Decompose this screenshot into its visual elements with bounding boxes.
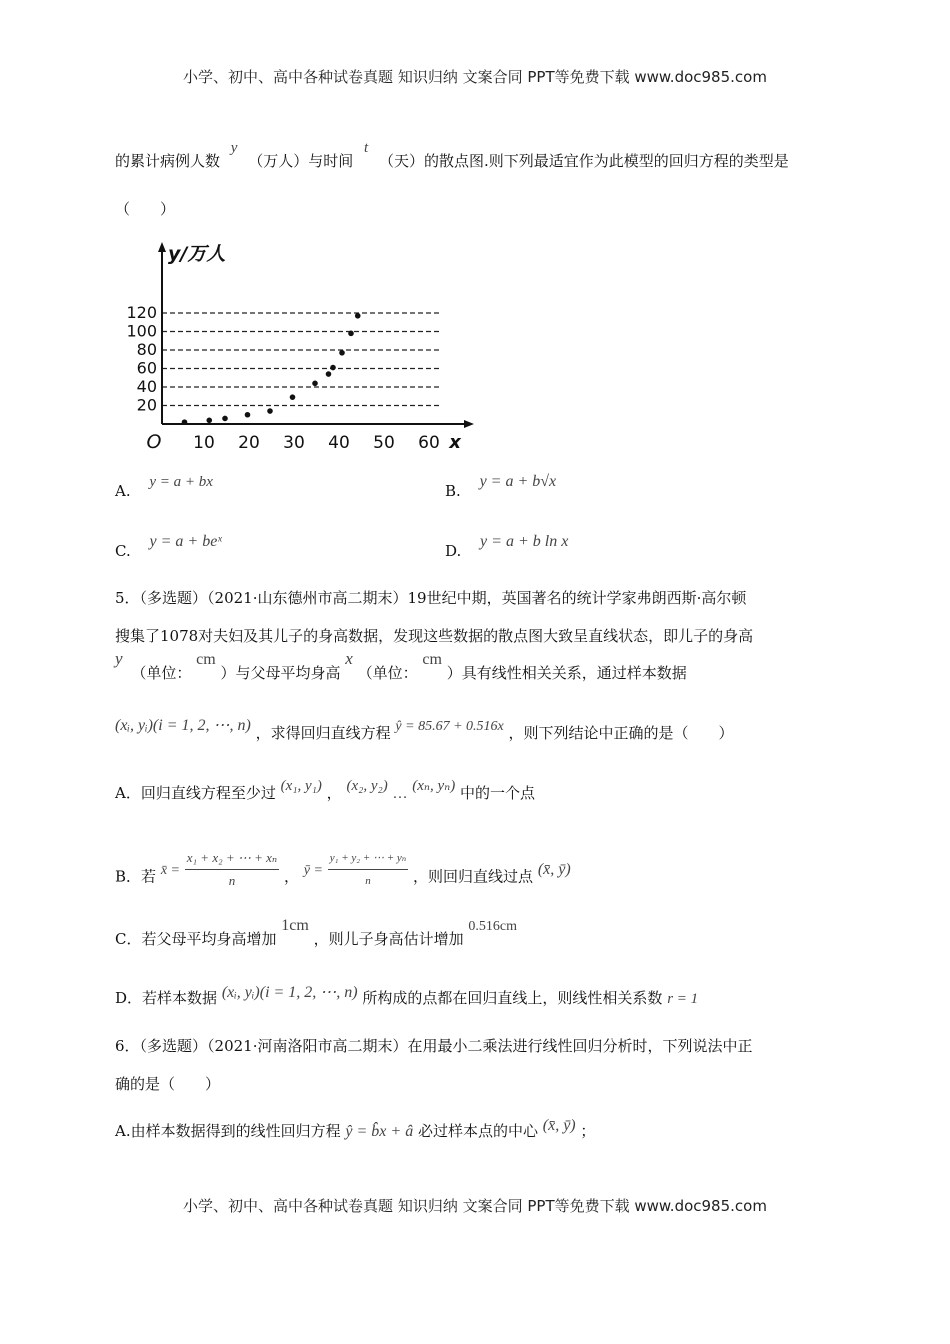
y-axis-label: y/万人 xyxy=(168,243,226,265)
data-point-12 xyxy=(355,313,361,319)
data-point-8 xyxy=(326,371,332,377)
data-point-10 xyxy=(339,350,345,356)
q5-line-1: 5．（多选题）（2021·山东德州市高二期末）19世纪中期，英国著名的统计学家弗朗西斯·高尔顿 xyxy=(115,589,747,607)
q4-paren: （ ） xyxy=(115,200,176,218)
q5-unit-c: （单位： xyxy=(357,664,418,682)
q6-line-2: 确的是（ ） xyxy=(115,1075,221,1093)
q5-option-a-tail: 中的一个点 xyxy=(460,784,536,802)
q5-option-c-mid: ，则儿子身高估计增加 xyxy=(313,930,464,948)
q5-option-d-tail: 所构成的点都在回归直线上，则线性相关系数 xyxy=(362,989,663,1007)
q5-line-2: 搜集了1078对夫妇及其儿子的身高数据，发现这些数据的散点图大致呈直线状态，即儿子的身高 xyxy=(115,627,754,645)
x-axis-label: x xyxy=(449,432,461,453)
q5-option-b-frac-x xyxy=(185,847,279,892)
scatter-chart xyxy=(112,236,482,458)
x-tick-label: 40 xyxy=(328,433,350,453)
q5-option-b-frac-y xyxy=(328,847,409,892)
q5-unit-a: （单位： xyxy=(131,664,192,682)
data-point-5 xyxy=(267,408,273,414)
y-tick-label: 20 xyxy=(136,395,157,415)
q5-option-a[interactable] xyxy=(115,778,536,805)
y-axis-arrow xyxy=(158,242,166,252)
data-point-7 xyxy=(312,381,318,387)
q5-option-a-pn: (xₙ, yₙ) xyxy=(412,778,456,794)
q6-option-a-point: (x̄, ȳ) xyxy=(542,1117,576,1134)
y-tick-label: 100 xyxy=(126,321,157,341)
x-axis-arrow xyxy=(464,420,474,428)
origin-label: O xyxy=(146,431,162,453)
q5-option-b-den1: n xyxy=(228,873,236,888)
q6-option-a[interactable] xyxy=(115,1117,596,1143)
q4-intro-a: 的累计病例人数 xyxy=(115,152,221,170)
q5-var-x: x xyxy=(345,649,353,668)
q4-option-d[interactable] xyxy=(445,533,569,563)
page-header: 小学、初中、高中各种试卷真题 知识归纳 文案合同 PPT等免费下载 www.doc985.com xyxy=(183,68,767,86)
q5-option-b[interactable] xyxy=(115,850,571,900)
q4-option-a-formula: y = a + bx xyxy=(149,474,213,490)
data-point-1 xyxy=(182,419,188,425)
q5-line-4-a: ，求得回归直线方程 xyxy=(255,724,391,742)
y-tick-label: 80 xyxy=(136,340,157,359)
q5-sample: (xᵢ, yᵢ)(i = 1, 2, ⋯, n) xyxy=(115,717,251,734)
page-footer: 小学、初中、高中各种试卷真题 知识归纳 文案合同 PPT等免费下载 www.doc985.com xyxy=(183,1197,767,1215)
data-point-9 xyxy=(330,365,336,371)
q4-intro-c: （天）的散点图.则下列最适宜作为此模型的回归方程的类型是 xyxy=(379,152,789,170)
q5-unit-b: ）与父母平均身高 xyxy=(220,664,341,682)
q5-option-b-tail: ，则回归直线过点 xyxy=(413,867,534,886)
q6-option-a-label: A.由样本数据得到的线性回归方程 xyxy=(115,1122,341,1140)
data-point-6 xyxy=(290,394,296,400)
q5-option-a-comma: ， xyxy=(326,784,342,802)
q5-option-a-dots: … xyxy=(392,786,408,802)
q4-option-b[interactable] xyxy=(445,473,557,503)
q5-line-4-b: ，则下列结论中正确的是（ ） xyxy=(508,724,734,742)
q4-option-c-label: C. xyxy=(115,542,131,560)
data-point-4 xyxy=(245,412,251,418)
q5-option-d-label: D．若样本数据 xyxy=(115,989,218,1007)
q4-option-d-label: D. xyxy=(445,542,462,560)
q4-option-c[interactable] xyxy=(115,533,222,563)
q5-option-a-label: A．回归直线方程至少过 xyxy=(115,784,276,802)
q4-option-a[interactable] xyxy=(115,474,213,503)
q5-option-d[interactable] xyxy=(115,984,699,1010)
q5-option-d-sample: (xᵢ, yᵢ)(i = 1, 2, ⋯, n) xyxy=(221,984,358,1001)
q4-var-y: y xyxy=(230,140,238,156)
q5-cm-1: cm xyxy=(196,651,216,668)
q5-cm-2: cm xyxy=(422,651,442,668)
x-tick-label: 20 xyxy=(238,433,260,453)
y-tick-label: 120 xyxy=(126,303,157,322)
q4-option-d-formula: y = a + b ln x xyxy=(480,533,569,550)
q5-option-b-point: (x̄, ȳ) xyxy=(537,860,571,878)
q4-var-t: t xyxy=(364,140,369,156)
q5-option-a-p1: (x₁, y₁) xyxy=(280,778,322,794)
q5-option-b-num1: x₁ + x₂ + ⋯ + xₙ xyxy=(185,847,279,870)
x-tick-label: 60 xyxy=(418,433,440,453)
y-tick-label: 60 xyxy=(136,358,157,378)
q5-line-3 xyxy=(115,649,687,685)
q5-option-c[interactable] xyxy=(115,917,517,952)
q5-var-y: y xyxy=(115,649,123,668)
q6-line-1: 6．（多选题）（2021·河南洛阳市高二期末）在用最小二乘法进行线性回归分析时，下列说法中正 xyxy=(115,1037,753,1055)
x-tick-label: 50 xyxy=(373,433,395,453)
q5-option-b-comma: ， xyxy=(283,867,299,886)
q5-option-c-val1: 1cm xyxy=(281,917,309,934)
q5-option-c-label: C．若父母平均身高增加 xyxy=(115,930,277,948)
q5-option-b-den2: n xyxy=(365,875,371,887)
y-tick-label: 40 xyxy=(136,377,157,396)
q5-line-4 xyxy=(115,717,734,746)
q5-option-a-p2: (x₂, y₂) xyxy=(346,778,388,794)
q5-option-c-val2: 0.516cm xyxy=(468,919,517,934)
q5-option-b-label: B．若 xyxy=(115,867,157,886)
q5-unit-d: ）具有线性相关关系，通过样本数据 xyxy=(446,664,687,682)
q4-option-c-formula: y = a + beˣ xyxy=(149,533,222,550)
q4-option-a-label: A. xyxy=(115,482,131,500)
q5-regression-eq: ŷ = 85.67 + 0.516x xyxy=(395,719,504,734)
q5-option-b-lhs1: x̄ = xyxy=(160,862,180,878)
data-point-2 xyxy=(206,418,212,424)
x-tick-label: 10 xyxy=(193,433,215,453)
q5-option-b-lhs2: ȳ = xyxy=(303,862,323,878)
q6-option-a-eq: ŷ = b̂x + â xyxy=(345,1123,414,1140)
data-point-3 xyxy=(222,416,228,422)
q4-option-b-label: B. xyxy=(445,482,461,500)
q4-intro-b: （万人）与时间 xyxy=(248,152,354,170)
q6-option-a-mid: 必过样本点的中心 xyxy=(417,1122,538,1140)
x-tick-label: 30 xyxy=(283,433,305,453)
data-point-11 xyxy=(348,331,354,337)
q4-option-b-formula: y = a + b√x xyxy=(479,473,557,490)
q5-option-b-num2: y₁ + y₂ + ⋯ + yₙ xyxy=(328,847,409,870)
q5-option-d-r: r = 1 xyxy=(667,991,699,1007)
q4-intro-line xyxy=(115,140,789,173)
q6-option-a-end: ； xyxy=(580,1122,596,1140)
